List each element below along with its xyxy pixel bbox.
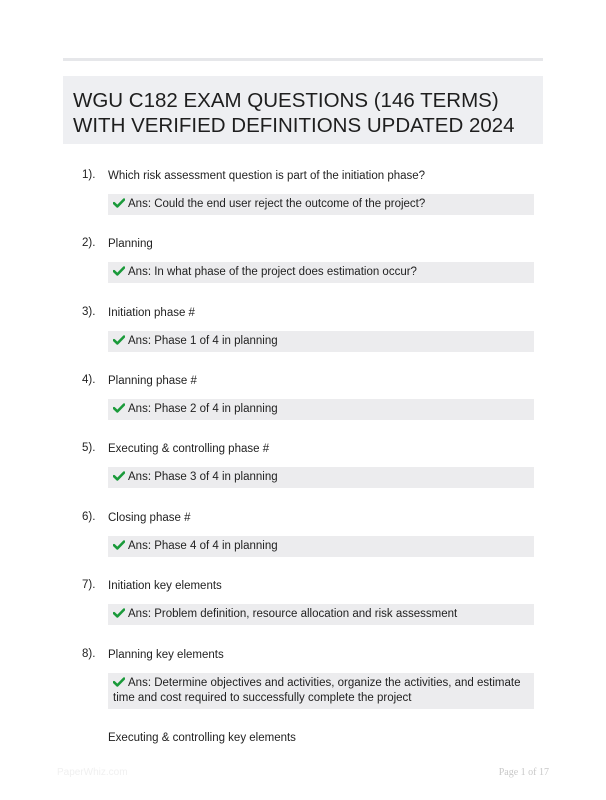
question-text: Executing & controlling key elements (108, 732, 296, 744)
question-text: Executing & controlling phase # (108, 443, 270, 455)
top-divider (63, 58, 543, 61)
question-text: Initiation phase # (108, 307, 195, 319)
document-title (63, 76, 543, 144)
answer-box (108, 536, 534, 557)
answer-box (108, 604, 534, 625)
title-line-2: WITH VERIFIED DEFINITIONS UPDATED 2024 (73, 114, 515, 137)
answer-text: Ans: Phase 4 of 4 in planning (128, 540, 278, 552)
footer-watermark: PaperWhiz.com (57, 767, 128, 778)
question-text: Planning phase # (108, 375, 197, 387)
check-icon (113, 608, 125, 618)
question-number: 8). (82, 648, 96, 660)
question-number: 6). (82, 511, 96, 523)
question-number: 4). (82, 374, 96, 386)
answer-text: Ans: Phase 2 of 4 in planning (128, 403, 278, 415)
question-number: 7). (82, 579, 96, 591)
answer-text: Ans: Determine objectives and activities, organize the activities, and estimate time and cost required to successfully complete the project (113, 677, 521, 704)
question-text: Initiation key elements (108, 580, 222, 592)
answer-box (108, 673, 534, 709)
question-text: Closing phase # (108, 512, 191, 524)
answer-text: Ans: Phase 3 of 4 in planning (128, 471, 278, 483)
answer-box (108, 467, 534, 488)
question-number: 1). (82, 169, 96, 181)
check-icon (113, 198, 125, 208)
check-icon (113, 403, 125, 413)
answer-text: Ans: Phase 1 of 4 in planning (128, 335, 278, 347)
answer-box (108, 262, 534, 283)
answer-text: Ans: Could the end user reject the outcome of the project? (128, 198, 426, 210)
check-icon (113, 471, 125, 481)
check-icon (113, 677, 125, 687)
question-text: Planning (108, 238, 153, 250)
question-number: 3). (82, 306, 96, 318)
title-line-1: WGU C182 EXAM QUESTIONS (146 TERMS) (73, 89, 499, 112)
answer-box (108, 399, 534, 420)
check-icon (113, 335, 125, 345)
answer-box (108, 194, 534, 215)
answer-text: Ans: Problem definition, resource allocation and risk assessment (128, 608, 458, 620)
page-number: Page 1 of 17 (498, 767, 549, 778)
question-number: 5). (82, 442, 96, 454)
check-icon (113, 266, 125, 276)
question-text: Planning key elements (108, 649, 224, 661)
question-number: 2). (82, 237, 96, 249)
question-text: Which risk assessment question is part of the initiation phase? (108, 170, 426, 182)
check-icon (113, 540, 125, 550)
answer-text: Ans: In what phase of the project does estimation occur? (128, 266, 417, 278)
answer-box (108, 331, 534, 352)
